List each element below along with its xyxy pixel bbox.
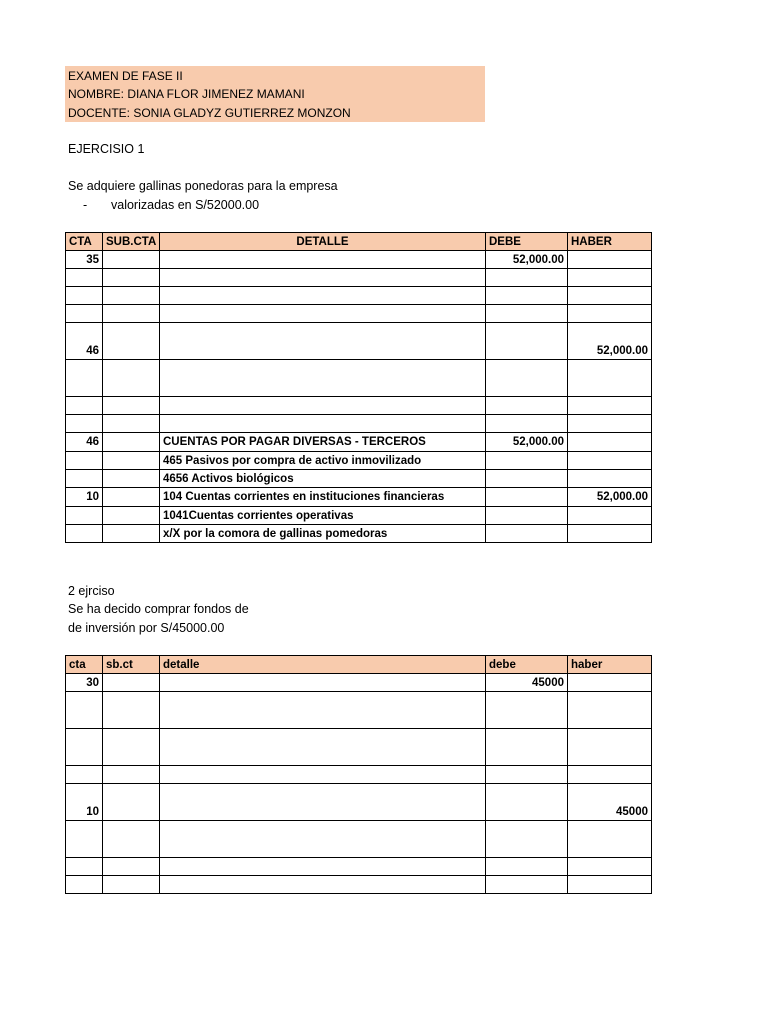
table-row bbox=[66, 251, 652, 269]
col-header-subcta: SUB.CTA bbox=[103, 233, 160, 251]
cell-detalle bbox=[160, 287, 486, 305]
table-row bbox=[66, 766, 652, 784]
cell-detalle bbox=[160, 674, 486, 692]
table-row bbox=[66, 525, 652, 543]
cell-haber bbox=[568, 674, 652, 692]
table-row bbox=[66, 470, 652, 488]
cell-cta bbox=[66, 821, 103, 858]
cell-haber bbox=[568, 397, 652, 415]
student-name: NOMBRE: DIANA FLOR JIMENEZ MAMANI bbox=[68, 87, 305, 101]
table-row bbox=[66, 784, 652, 821]
table-row bbox=[66, 729, 652, 766]
table-row bbox=[66, 452, 652, 470]
cell-cta bbox=[66, 360, 103, 397]
cell-cta bbox=[66, 470, 103, 488]
cell-subcta bbox=[103, 433, 160, 452]
cell-cta: 46 bbox=[66, 433, 103, 452]
cell-haber bbox=[568, 287, 652, 305]
col-header-debe: debe bbox=[486, 656, 568, 674]
cell-debe: 52,000.00 bbox=[486, 251, 568, 269]
table-row bbox=[66, 323, 652, 360]
cell-subcta bbox=[103, 525, 160, 543]
cell-detalle: CUENTAS POR PAGAR DIVERSAS - TERCEROS bbox=[160, 433, 486, 452]
ledger-table-2 bbox=[65, 655, 652, 894]
cell-haber bbox=[568, 415, 652, 433]
teacher-name: DOCENTE: SONIA GLADYZ GUTIERREZ MONZON bbox=[68, 106, 351, 120]
cell-subcta bbox=[103, 287, 160, 305]
cell-detalle bbox=[160, 360, 486, 397]
cell-debe bbox=[486, 784, 568, 821]
cell-debe bbox=[486, 525, 568, 543]
table-row bbox=[66, 674, 652, 692]
cell-detalle bbox=[160, 251, 486, 269]
cell-subcta bbox=[103, 452, 160, 470]
cell-subcta bbox=[103, 674, 160, 692]
table-row bbox=[66, 433, 652, 452]
exercise1-title: EJERCISIO 1 bbox=[68, 142, 145, 156]
cell-subcta bbox=[103, 360, 160, 397]
exercise2-statement-line2: de inversión por S/45000.00 bbox=[68, 621, 225, 635]
cell-cta bbox=[66, 729, 103, 766]
ledger-table-1 bbox=[65, 232, 652, 543]
table-row bbox=[66, 397, 652, 415]
cell-cta: 35 bbox=[66, 251, 103, 269]
cell-detalle bbox=[160, 415, 486, 433]
cell-haber bbox=[568, 692, 652, 729]
cell-detalle bbox=[160, 858, 486, 876]
cell-haber bbox=[568, 269, 652, 287]
cell-subcta bbox=[103, 876, 160, 894]
cell-haber: 52,000.00 bbox=[568, 488, 652, 507]
table-row bbox=[66, 360, 652, 397]
table-row bbox=[66, 507, 652, 525]
cell-haber bbox=[568, 525, 652, 543]
cell-detalle bbox=[160, 305, 486, 323]
cell-debe bbox=[486, 488, 568, 507]
cell-cta: 10 bbox=[66, 488, 103, 507]
cell-subcta bbox=[103, 858, 160, 876]
cell-detalle: 104 Cuentas corrientes en instituciones financieras bbox=[160, 488, 486, 507]
cell-subcta bbox=[103, 729, 160, 766]
cell-debe bbox=[486, 360, 568, 397]
table-row bbox=[66, 821, 652, 858]
cell-detalle bbox=[160, 821, 486, 858]
cell-debe bbox=[486, 415, 568, 433]
cell-debe bbox=[486, 305, 568, 323]
cell-haber bbox=[568, 452, 652, 470]
col-header-cta: cta bbox=[66, 656, 103, 674]
cell-cta bbox=[66, 766, 103, 784]
cell-debe bbox=[486, 452, 568, 470]
cell-subcta bbox=[103, 323, 160, 360]
cell-subcta bbox=[103, 784, 160, 821]
cell-subcta bbox=[103, 488, 160, 507]
cell-haber bbox=[568, 433, 652, 452]
cell-cta bbox=[66, 692, 103, 729]
cell-haber bbox=[568, 729, 652, 766]
cell-haber bbox=[568, 876, 652, 894]
cell-debe bbox=[486, 287, 568, 305]
table-row bbox=[66, 305, 652, 323]
cell-debe: 45000 bbox=[486, 674, 568, 692]
cell-detalle bbox=[160, 692, 486, 729]
cell-cta bbox=[66, 858, 103, 876]
cell-haber bbox=[568, 251, 652, 269]
cell-subcta bbox=[103, 766, 160, 784]
cell-cta bbox=[66, 287, 103, 305]
cell-detalle: 4656 Activos biológicos bbox=[160, 470, 486, 488]
cell-subcta bbox=[103, 692, 160, 729]
cell-cta bbox=[66, 397, 103, 415]
cell-subcta bbox=[103, 269, 160, 287]
cell-subcta bbox=[103, 507, 160, 525]
cell-debe bbox=[486, 507, 568, 525]
cell-debe bbox=[486, 821, 568, 858]
col-header-detalle: detalle bbox=[160, 656, 486, 674]
cell-debe bbox=[486, 876, 568, 894]
cell-detalle bbox=[160, 397, 486, 415]
cell-haber bbox=[568, 470, 652, 488]
cell-cta: 46 bbox=[66, 323, 103, 360]
cell-haber bbox=[568, 766, 652, 784]
col-header-cta: CTA bbox=[66, 233, 103, 251]
cell-subcta bbox=[103, 397, 160, 415]
exercise2-statement-line1: Se ha decido comprar fondos de bbox=[68, 602, 249, 616]
cell-cta: 10 bbox=[66, 784, 103, 821]
cell-haber bbox=[568, 821, 652, 858]
cell-subcta bbox=[103, 251, 160, 269]
cell-debe: 52,000.00 bbox=[486, 433, 568, 452]
cell-detalle: 1041Cuentas corrientes operativas bbox=[160, 507, 486, 525]
table-header-row bbox=[66, 656, 652, 674]
cell-haber bbox=[568, 305, 652, 323]
col-header-haber: HABER bbox=[568, 233, 652, 251]
cell-cta bbox=[66, 452, 103, 470]
cell-debe bbox=[486, 692, 568, 729]
cell-detalle bbox=[160, 876, 486, 894]
cell-debe bbox=[486, 470, 568, 488]
cell-debe bbox=[486, 858, 568, 876]
cell-debe bbox=[486, 766, 568, 784]
exercise2-title: 2 ejrciso bbox=[68, 584, 115, 598]
cell-detalle: 465 Pasivos por compra de activo inmovilizado bbox=[160, 452, 486, 470]
cell-cta bbox=[66, 269, 103, 287]
table-header-row bbox=[66, 233, 652, 251]
table-row bbox=[66, 287, 652, 305]
cell-haber bbox=[568, 507, 652, 525]
table-row bbox=[66, 269, 652, 287]
table-row bbox=[66, 415, 652, 433]
exercise1-statement: Se adquiere gallinas ponedoras para la empresa bbox=[68, 179, 338, 193]
cell-detalle bbox=[160, 269, 486, 287]
col-header-debe: DEBE bbox=[486, 233, 568, 251]
cell-cta bbox=[66, 525, 103, 543]
cell-cta bbox=[66, 876, 103, 894]
cell-haber bbox=[568, 858, 652, 876]
cell-haber: 45000 bbox=[568, 784, 652, 821]
table-row bbox=[66, 692, 652, 729]
cell-subcta bbox=[103, 821, 160, 858]
cell-haber bbox=[568, 360, 652, 397]
cell-cta: 30 bbox=[66, 674, 103, 692]
cell-detalle bbox=[160, 323, 486, 360]
cell-haber: 52,000.00 bbox=[568, 323, 652, 360]
table-row bbox=[66, 488, 652, 507]
cell-cta bbox=[66, 305, 103, 323]
table-row bbox=[66, 876, 652, 894]
cell-debe bbox=[486, 323, 568, 360]
cell-subcta bbox=[103, 305, 160, 323]
exercise1-detail: valorizadas en S/52000.00 bbox=[111, 198, 260, 212]
cell-debe bbox=[486, 729, 568, 766]
cell-detalle bbox=[160, 729, 486, 766]
cell-subcta bbox=[103, 470, 160, 488]
cell-detalle bbox=[160, 766, 486, 784]
cell-debe bbox=[486, 397, 568, 415]
exam-title: EXAMEN DE FASE II bbox=[68, 69, 183, 83]
col-header-haber: haber bbox=[568, 656, 652, 674]
cell-debe bbox=[486, 269, 568, 287]
table-row bbox=[66, 858, 652, 876]
cell-detalle: x/X por la comora de gallinas pomedoras bbox=[160, 525, 486, 543]
cell-cta bbox=[66, 415, 103, 433]
col-header-detalle: DETALLE bbox=[160, 233, 486, 251]
cell-detalle bbox=[160, 784, 486, 821]
col-header-subcta: sb.ct bbox=[103, 656, 160, 674]
cell-subcta bbox=[103, 415, 160, 433]
exercise1-bullet: - bbox=[83, 198, 88, 212]
cell-cta bbox=[66, 507, 103, 525]
